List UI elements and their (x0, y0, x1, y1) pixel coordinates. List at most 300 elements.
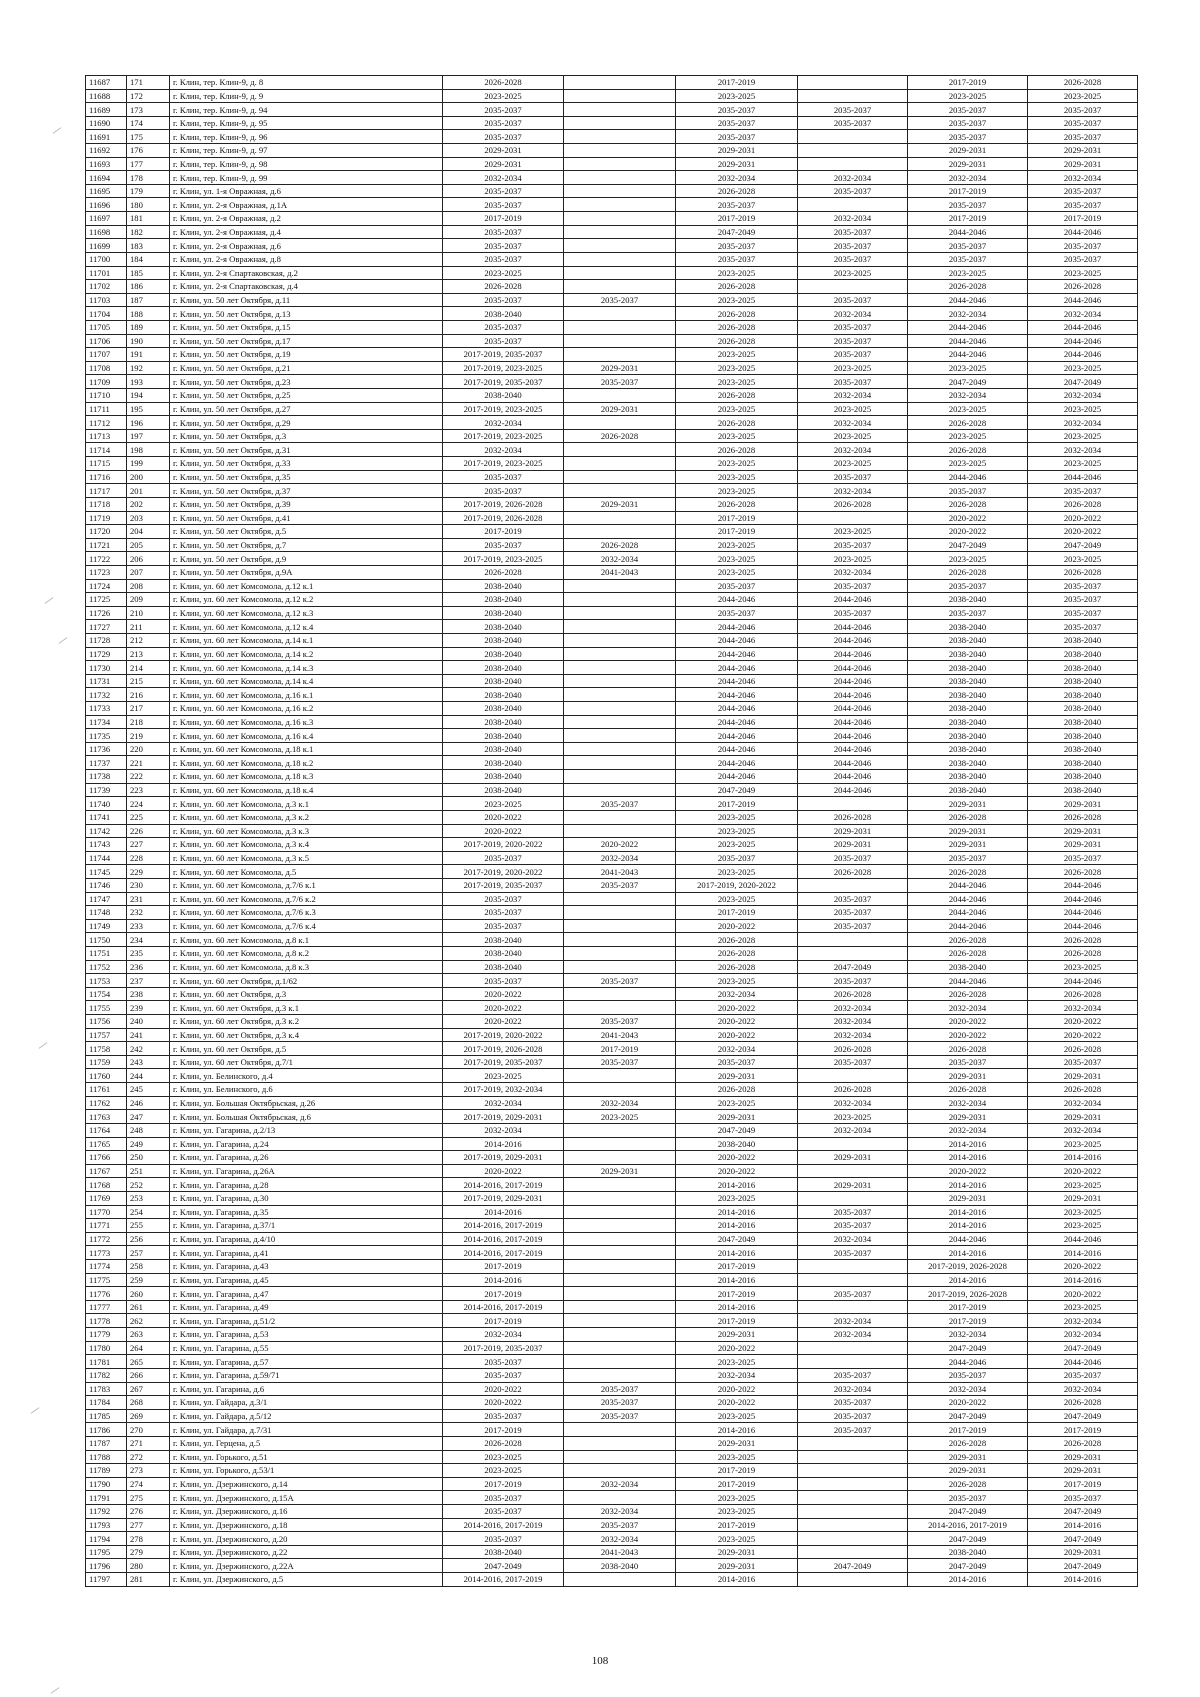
year-col-1-cell: 2032-2034 (443, 443, 564, 457)
year-col-4-cell (798, 1355, 908, 1369)
year-col-5-cell: 2023-2025 (908, 429, 1028, 443)
row-id-cell: 11718 (86, 497, 127, 511)
year-col-3-cell: 2044-2046 (676, 715, 798, 729)
row-number-cell: 275 (127, 1491, 170, 1505)
address-cell: г. Клин, ул. 50 лет Октября, д.5 (170, 525, 443, 539)
row-id-cell: 11758 (86, 1042, 127, 1056)
year-col-4-cell: 2044-2046 (798, 756, 908, 770)
year-col-4-cell: 2044-2046 (798, 633, 908, 647)
year-col-2-cell: 2035-2037 (564, 1409, 676, 1423)
year-col-5-cell: 2032-2034 (908, 307, 1028, 321)
row-id-cell: 11794 (86, 1532, 127, 1546)
row-number-cell: 228 (127, 851, 170, 865)
year-col-3-cell: 2020-2022 (676, 1341, 798, 1355)
address-cell: г. Клин, ул. Дзержинского, д.20 (170, 1532, 443, 1546)
year-col-2-cell (564, 647, 676, 661)
year-col-1-cell: 2035-2037 (443, 103, 564, 117)
row-number-cell: 171 (127, 76, 170, 90)
year-col-3-cell: 2023-2025 (676, 810, 798, 824)
row-id-cell: 11753 (86, 974, 127, 988)
year-col-2-cell (564, 770, 676, 784)
year-col-2-cell (564, 933, 676, 947)
row-number-cell: 260 (127, 1287, 170, 1301)
year-col-2-cell (564, 525, 676, 539)
year-col-2-cell: 2029-2031 (564, 1164, 676, 1178)
year-col-5-cell: 2017-2019 (908, 76, 1028, 90)
year-col-2-cell (564, 593, 676, 607)
year-col-1-cell: 2026-2028 (443, 565, 564, 579)
year-col-5-cell: 2029-2031 (908, 1450, 1028, 1464)
year-col-3-cell: 2035-2037 (676, 130, 798, 144)
year-col-2-cell (564, 184, 676, 198)
row-number-cell: 183 (127, 239, 170, 253)
year-col-2-cell (564, 198, 676, 212)
row-id-cell: 11712 (86, 416, 127, 430)
year-col-5-cell: 2044-2046 (908, 225, 1028, 239)
table-row (86, 756, 1138, 770)
year-col-4-cell (798, 1450, 908, 1464)
year-col-2-cell: 2041-2043 (564, 565, 676, 579)
table-row (86, 674, 1138, 688)
year-col-1-cell: 2023-2025 (443, 1464, 564, 1478)
address-cell: г. Клин, ул. Гагарина, д.43 (170, 1260, 443, 1274)
year-col-5-cell: 2035-2037 (908, 130, 1028, 144)
year-col-3-cell: 2023-2025 (676, 565, 798, 579)
year-col-5-cell: 2044-2046 (908, 320, 1028, 334)
year-col-1-cell: 2038-2040 (443, 579, 564, 593)
row-number-cell: 192 (127, 361, 170, 375)
year-col-4-cell (798, 1464, 908, 1478)
year-col-3-cell: 2047-2049 (676, 1232, 798, 1246)
table-row (86, 579, 1138, 593)
address-cell: г. Клин, ул. Гагарина, д.41 (170, 1246, 443, 1260)
year-col-5-cell: 2029-2031 (908, 797, 1028, 811)
year-col-5-cell: 2029-2031 (908, 157, 1028, 171)
year-col-4-cell: 2035-2037 (798, 252, 908, 266)
address-cell: г. Клин, ул. Гагарина, д.26А (170, 1164, 443, 1178)
row-id-cell: 11754 (86, 987, 127, 1001)
year-col-3-cell: 2017-2019 (676, 797, 798, 811)
row-id-cell: 11725 (86, 593, 127, 607)
year-col-5-cell: 2026-2028 (908, 865, 1028, 879)
address-cell: г. Клин, ул. Горького, д.51 (170, 1450, 443, 1464)
year-col-6-cell: 2035-2037 (1028, 593, 1138, 607)
year-col-5-cell: 2047-2049 (908, 375, 1028, 389)
table-row (86, 320, 1138, 334)
year-col-4-cell: 2032-2034 (798, 1001, 908, 1015)
row-id-cell: 11781 (86, 1355, 127, 1369)
year-col-1-cell: 2023-2025 (443, 1069, 564, 1083)
row-number-cell: 270 (127, 1423, 170, 1437)
year-col-1-cell: 2035-2037 (443, 1532, 564, 1546)
row-id-cell: 11702 (86, 280, 127, 294)
row-id-cell: 11711 (86, 402, 127, 416)
year-col-1-cell: 2038-2040 (443, 307, 564, 321)
year-col-1-cell: 2035-2037 (443, 1355, 564, 1369)
year-col-1-cell: 2038-2040 (443, 620, 564, 634)
year-col-4-cell: 2026-2028 (798, 1042, 908, 1056)
year-col-3-cell: 2029-2031 (676, 144, 798, 158)
year-col-3-cell: 2035-2037 (676, 116, 798, 130)
table-row (86, 252, 1138, 266)
year-col-4-cell: 2032-2034 (798, 171, 908, 185)
year-col-1-cell: 2017-2019, 2020-2022 (443, 1028, 564, 1042)
year-col-6-cell: 2032-2034 (1028, 1328, 1138, 1342)
year-col-4-cell: 2035-2037 (798, 239, 908, 253)
year-col-1-cell: 2035-2037 (443, 225, 564, 239)
year-col-4-cell: 2023-2025 (798, 457, 908, 471)
year-col-2-cell (564, 1151, 676, 1165)
year-col-3-cell: 2026-2028 (676, 389, 798, 403)
address-cell: г. Клин, ул. 50 лет Октября, д.39 (170, 497, 443, 511)
table-row (86, 702, 1138, 716)
table-row (86, 947, 1138, 961)
row-number-cell: 256 (127, 1232, 170, 1246)
row-id-cell: 11714 (86, 443, 127, 457)
year-col-5-cell: 2014-2016 (908, 1178, 1028, 1192)
table-row (86, 892, 1138, 906)
year-col-1-cell: 2014-2016, 2017-2019 (443, 1573, 564, 1587)
year-col-4-cell: 2032-2034 (798, 1382, 908, 1396)
address-cell: г. Клин, ул. 50 лет Октября, д.41 (170, 511, 443, 525)
year-col-3-cell: 2026-2028 (676, 443, 798, 457)
year-col-1-cell: 2032-2034 (443, 1096, 564, 1110)
year-col-1-cell: 2023-2025 (443, 797, 564, 811)
year-col-2-cell (564, 1273, 676, 1287)
year-col-3-cell: 2026-2028 (676, 320, 798, 334)
year-col-6-cell: 2032-2034 (1028, 1314, 1138, 1328)
year-col-3-cell: 2020-2022 (676, 1001, 798, 1015)
year-col-3-cell: 2035-2037 (676, 579, 798, 593)
year-col-3-cell: 2026-2028 (676, 307, 798, 321)
table-row (86, 851, 1138, 865)
year-col-5-cell: 2020-2022 (908, 525, 1028, 539)
table-row (86, 1573, 1138, 1587)
year-col-5-cell: 2038-2040 (908, 729, 1028, 743)
row-id-cell: 11749 (86, 919, 127, 933)
year-col-6-cell: 2035-2037 (1028, 239, 1138, 253)
year-col-5-cell: 2035-2037 (908, 851, 1028, 865)
year-col-2-cell: 2026-2028 (564, 429, 676, 443)
year-col-5-cell: 2026-2028 (908, 1042, 1028, 1056)
year-col-6-cell: 2044-2046 (1028, 470, 1138, 484)
year-col-5-cell: 2038-2040 (908, 783, 1028, 797)
year-col-6-cell: 2014-2016 (1028, 1151, 1138, 1165)
year-col-3-cell: 2020-2022 (676, 1151, 798, 1165)
year-col-4-cell: 2035-2037 (798, 919, 908, 933)
year-col-6-cell: 2023-2025 (1028, 960, 1138, 974)
row-number-cell: 178 (127, 171, 170, 185)
table-row (86, 770, 1138, 784)
year-col-6-cell: 2029-2031 (1028, 1110, 1138, 1124)
year-col-2-cell (564, 1450, 676, 1464)
year-col-3-cell: 2029-2031 (676, 1559, 798, 1573)
year-col-6-cell: 2038-2040 (1028, 702, 1138, 716)
year-col-6-cell: 2035-2037 (1028, 103, 1138, 117)
address-cell: г. Клин, ул. 50 лет Октября, д.29 (170, 416, 443, 430)
year-col-1-cell: 2038-2040 (443, 933, 564, 947)
year-col-1-cell: 2038-2040 (443, 633, 564, 647)
year-col-5-cell: 2029-2031 (908, 1069, 1028, 1083)
year-col-4-cell (798, 144, 908, 158)
year-col-1-cell: 2020-2022 (443, 1382, 564, 1396)
year-col-5-cell: 2023-2025 (908, 457, 1028, 471)
year-col-6-cell: 2044-2046 (1028, 293, 1138, 307)
address-cell: г. Клин, тер. Клин-9, д. 97 (170, 144, 443, 158)
address-cell: г. Клин, ул. 2-я Овражная, д.6 (170, 239, 443, 253)
year-col-2-cell (564, 1355, 676, 1369)
row-number-cell: 201 (127, 484, 170, 498)
year-col-2-cell: 2035-2037 (564, 974, 676, 988)
address-cell: г. Клин, ул. 60 лет Комсомола, д.5 (170, 865, 443, 879)
address-cell: г. Клин, ул. 60 лет Комсомола, д.16 к.1 (170, 688, 443, 702)
row-id-cell: 11769 (86, 1191, 127, 1205)
row-id-cell: 11689 (86, 103, 127, 117)
table-row (86, 1504, 1138, 1518)
year-col-5-cell: 2044-2046 (908, 1355, 1028, 1369)
table-row (86, 593, 1138, 607)
row-number-cell: 200 (127, 470, 170, 484)
year-col-5-cell: 2026-2028 (908, 947, 1028, 961)
year-col-5-cell: 2029-2031 (908, 144, 1028, 158)
year-col-4-cell: 2032-2034 (798, 1015, 908, 1029)
table-row (86, 103, 1138, 117)
year-col-1-cell: 2035-2037 (443, 198, 564, 212)
year-col-3-cell: 2017-2019 (676, 1518, 798, 1532)
year-col-6-cell: 2044-2046 (1028, 906, 1138, 920)
table-row (86, 1219, 1138, 1233)
table-row (86, 824, 1138, 838)
row-id-cell: 11767 (86, 1164, 127, 1178)
year-col-3-cell: 2023-2025 (676, 1504, 798, 1518)
address-cell: г. Клин, ул. Дзержинского, д.22 (170, 1545, 443, 1559)
year-col-3-cell: 2023-2025 (676, 402, 798, 416)
row-number-cell: 236 (127, 960, 170, 974)
address-cell: г. Клин, ул. Большая Октябрьская, д.26 (170, 1096, 443, 1110)
year-col-1-cell: 2014-2016 (443, 1137, 564, 1151)
year-col-2-cell (564, 824, 676, 838)
address-cell: г. Клин, ул. 60 лет Комсомола, д.12 к.1 (170, 579, 443, 593)
year-col-2-cell: 2038-2040 (564, 1559, 676, 1573)
row-number-cell: 231 (127, 892, 170, 906)
table-row (86, 157, 1138, 171)
year-col-1-cell: 2017-2019 (443, 1423, 564, 1437)
year-col-2-cell: 2029-2031 (564, 402, 676, 416)
year-col-6-cell: 2029-2031 (1028, 838, 1138, 852)
year-col-2-cell (564, 443, 676, 457)
address-cell: г. Клин, ул. 60 лет Комсомола, д.14 к.1 (170, 633, 443, 647)
year-col-4-cell: 2032-2034 (798, 1232, 908, 1246)
table-row (86, 443, 1138, 457)
address-cell: г. Клин, ул. 60 лет Октября, д.5 (170, 1042, 443, 1056)
year-col-3-cell: 2023-2025 (676, 375, 798, 389)
address-cell: г. Клин, ул. 50 лет Октября, д.21 (170, 361, 443, 375)
year-col-6-cell: 2047-2049 (1028, 1341, 1138, 1355)
table-row (86, 960, 1138, 974)
year-col-1-cell: 2023-2025 (443, 266, 564, 280)
table-row (86, 293, 1138, 307)
year-col-6-cell: 2023-2025 (1028, 1300, 1138, 1314)
year-col-1-cell: 2026-2028 (443, 1436, 564, 1450)
row-number-cell: 212 (127, 633, 170, 647)
year-col-4-cell: 2044-2046 (798, 742, 908, 756)
year-col-3-cell: 2047-2049 (676, 783, 798, 797)
year-col-3-cell: 2035-2037 (676, 606, 798, 620)
year-col-5-cell: 2035-2037 (908, 252, 1028, 266)
table-row (86, 1409, 1138, 1423)
year-col-3-cell: 2029-2031 (676, 1069, 798, 1083)
row-number-cell: 238 (127, 987, 170, 1001)
year-col-3-cell: 2026-2028 (676, 933, 798, 947)
year-col-4-cell: 2032-2034 (798, 389, 908, 403)
year-col-6-cell: 2026-2028 (1028, 947, 1138, 961)
year-col-1-cell: 2032-2034 (443, 416, 564, 430)
year-col-3-cell: 2014-2016 (676, 1246, 798, 1260)
row-id-cell: 11785 (86, 1409, 127, 1423)
year-col-5-cell: 2017-2019 (908, 1300, 1028, 1314)
year-col-3-cell: 2044-2046 (676, 770, 798, 784)
address-cell: г. Клин, ул. 50 лет Октября, д.7 (170, 538, 443, 552)
year-col-1-cell: 2017-2019 (443, 1477, 564, 1491)
year-col-3-cell: 2023-2025 (676, 1491, 798, 1505)
year-col-1-cell: 2035-2037 (443, 1368, 564, 1382)
row-id-cell: 11730 (86, 661, 127, 675)
year-col-3-cell: 2032-2034 (676, 987, 798, 1001)
year-col-5-cell: 2017-2019 (908, 1423, 1028, 1437)
table-row (86, 797, 1138, 811)
row-number-cell: 223 (127, 783, 170, 797)
year-col-1-cell: 2017-2019, 2020-2022 (443, 838, 564, 852)
year-col-4-cell: 2047-2049 (798, 1559, 908, 1573)
row-number-cell: 195 (127, 402, 170, 416)
year-col-4-cell (798, 76, 908, 90)
address-cell: г. Клин, ул. Гайдара, д.7/31 (170, 1423, 443, 1437)
year-col-5-cell: 2038-2040 (908, 674, 1028, 688)
table-row (86, 1191, 1138, 1205)
year-col-1-cell: 2038-2040 (443, 783, 564, 797)
row-number-cell: 244 (127, 1069, 170, 1083)
year-col-6-cell: 2017-2019 (1028, 1477, 1138, 1491)
table-row (86, 688, 1138, 702)
table-row (86, 225, 1138, 239)
year-col-6-cell: 2023-2025 (1028, 89, 1138, 103)
year-col-5-cell: 2032-2034 (908, 1096, 1028, 1110)
row-number-cell: 177 (127, 157, 170, 171)
row-id-cell: 11704 (86, 307, 127, 321)
year-col-6-cell: 2020-2022 (1028, 1015, 1138, 1029)
year-col-1-cell: 2035-2037 (443, 538, 564, 552)
row-number-cell: 199 (127, 457, 170, 471)
year-col-1-cell: 2047-2049 (443, 1559, 564, 1573)
year-col-4-cell: 2044-2046 (798, 715, 908, 729)
year-col-2-cell (564, 620, 676, 634)
year-col-1-cell: 2017-2019, 2035-2037 (443, 375, 564, 389)
year-col-2-cell (564, 157, 676, 171)
year-col-3-cell: 2044-2046 (676, 688, 798, 702)
year-col-4-cell: 2044-2046 (798, 770, 908, 784)
address-cell: г. Клин, ул. Белинского, д.4 (170, 1069, 443, 1083)
year-col-6-cell: 2026-2028 (1028, 1396, 1138, 1410)
year-col-2-cell (564, 742, 676, 756)
table-row (86, 484, 1138, 498)
year-col-6-cell: 2026-2028 (1028, 565, 1138, 579)
table-row (86, 783, 1138, 797)
year-col-6-cell: 2029-2031 (1028, 157, 1138, 171)
table-row (86, 1464, 1138, 1478)
year-col-3-cell: 2044-2046 (676, 633, 798, 647)
year-col-4-cell: 2029-2031 (798, 838, 908, 852)
year-col-2-cell (564, 348, 676, 362)
year-col-1-cell: 2038-2040 (443, 688, 564, 702)
row-number-cell: 217 (127, 702, 170, 716)
year-col-5-cell: 2023-2025 (908, 552, 1028, 566)
year-col-4-cell: 2032-2034 (798, 416, 908, 430)
year-col-1-cell: 2038-2040 (443, 729, 564, 743)
year-col-6-cell: 2014-2016 (1028, 1246, 1138, 1260)
address-cell: г. Клин, ул. 50 лет Октября, д.9А (170, 565, 443, 579)
year-col-3-cell: 2014-2016 (676, 1219, 798, 1233)
row-id-cell: 11791 (86, 1491, 127, 1505)
year-col-5-cell: 2044-2046 (908, 334, 1028, 348)
table-row (86, 334, 1138, 348)
row-id-cell: 11741 (86, 810, 127, 824)
address-cell: г. Клин, ул. 2-я Овражная, д.2 (170, 212, 443, 226)
row-number-cell: 245 (127, 1083, 170, 1097)
table-row (86, 416, 1138, 430)
year-col-2-cell: 2035-2037 (564, 1518, 676, 1532)
year-col-2-cell (564, 76, 676, 90)
year-col-4-cell: 2032-2034 (798, 1123, 908, 1137)
year-col-2-cell: 2032-2034 (564, 1532, 676, 1546)
year-col-6-cell: 2029-2031 (1028, 1464, 1138, 1478)
year-col-6-cell: 2026-2028 (1028, 497, 1138, 511)
address-cell: г. Клин, ул. 60 лет Комсомола, д.14 к.3 (170, 661, 443, 675)
year-col-5-cell: 2047-2049 (908, 1559, 1028, 1573)
year-col-1-cell: 2017-2019, 2020-2022 (443, 865, 564, 879)
year-col-6-cell: 2020-2022 (1028, 525, 1138, 539)
repair-schedule-table (85, 75, 1138, 1587)
address-cell: г. Клин, ул. 2-я Овражная, д.1А (170, 198, 443, 212)
row-id-cell: 11776 (86, 1287, 127, 1301)
year-col-2-cell: 2035-2037 (564, 797, 676, 811)
table-row (86, 606, 1138, 620)
year-col-4-cell: 2047-2049 (798, 960, 908, 974)
row-id-cell: 11736 (86, 742, 127, 756)
year-col-5-cell: 2035-2037 (908, 484, 1028, 498)
address-cell: г. Клин, ул. Гагарина, д.28 (170, 1178, 443, 1192)
year-col-5-cell: 2038-2040 (908, 702, 1028, 716)
year-col-5-cell: 2032-2034 (908, 1123, 1028, 1137)
year-col-1-cell: 2017-2019, 2026-2028 (443, 497, 564, 511)
row-number-cell: 259 (127, 1273, 170, 1287)
year-col-3-cell: 2017-2019 (676, 906, 798, 920)
row-number-cell: 230 (127, 878, 170, 892)
year-col-6-cell: 2047-2049 (1028, 538, 1138, 552)
year-col-4-cell: 2035-2037 (798, 225, 908, 239)
year-col-4-cell (798, 198, 908, 212)
address-cell: г. Клин, ул. Гагарина, д.24 (170, 1137, 443, 1151)
year-col-2-cell (564, 1491, 676, 1505)
row-number-cell: 197 (127, 429, 170, 443)
row-id-cell: 11787 (86, 1436, 127, 1450)
address-cell: г. Клин, ул. 50 лет Октября, д.31 (170, 443, 443, 457)
address-cell: г. Клин, ул. 50 лет Октября, д.17 (170, 334, 443, 348)
year-col-4-cell (798, 157, 908, 171)
year-col-5-cell: 2044-2046 (908, 470, 1028, 484)
address-cell: г. Клин, ул. Гайдара, д.3/1 (170, 1396, 443, 1410)
year-col-2-cell (564, 729, 676, 743)
year-col-1-cell: 2017-2019, 2035-2037 (443, 1055, 564, 1069)
